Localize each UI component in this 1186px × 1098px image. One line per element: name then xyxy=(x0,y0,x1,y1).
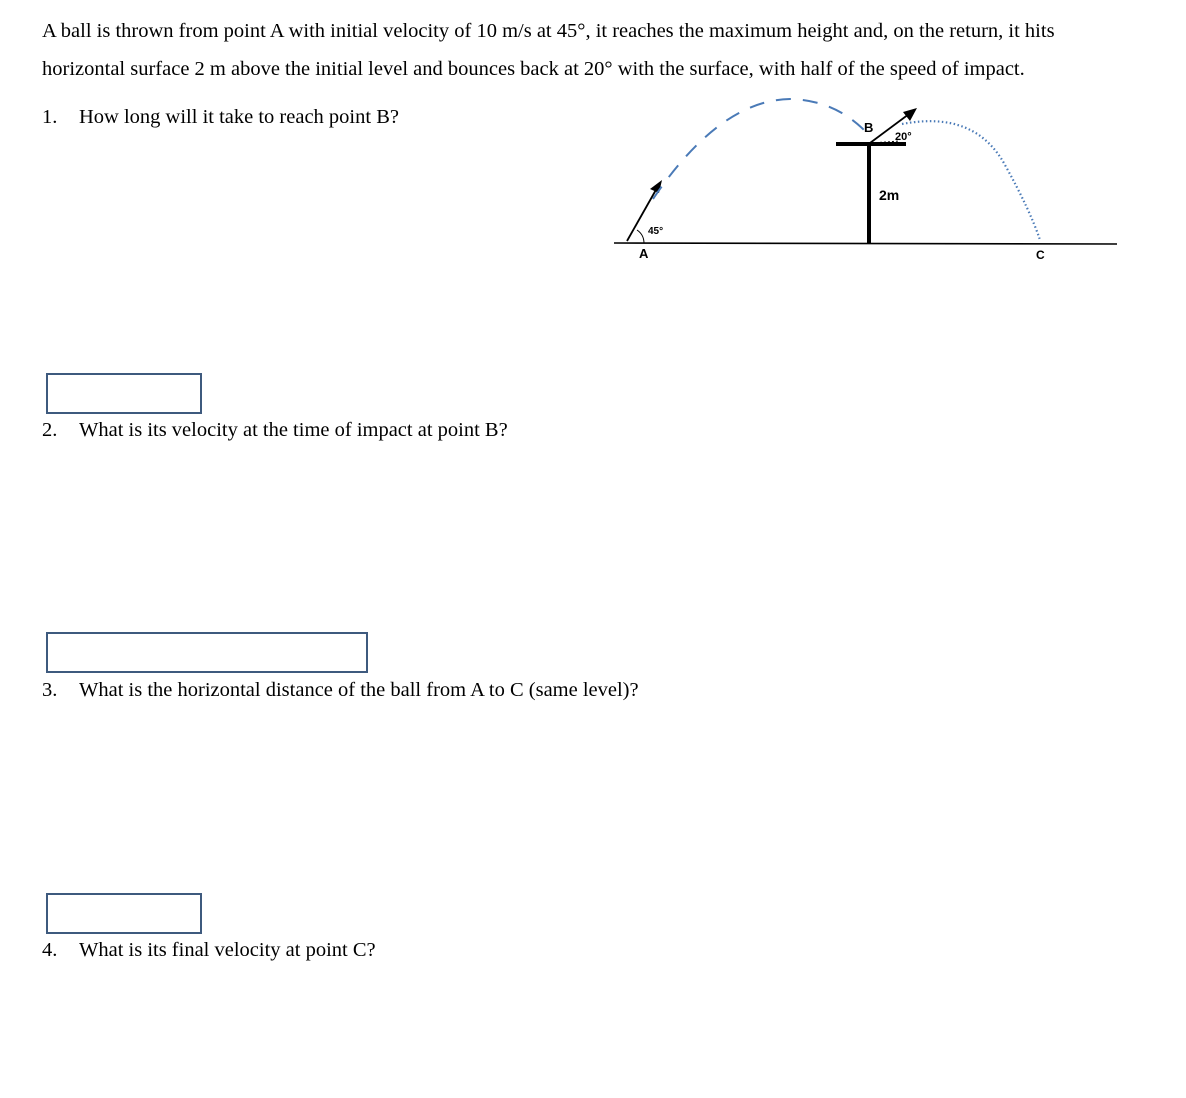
launch-angle-arc xyxy=(637,230,644,243)
question-text: What is its final velocity at point C? xyxy=(79,939,376,961)
trajectory-b-to-c xyxy=(902,121,1040,240)
problem-statement-line-1: A ball is thrown from point A with initial velocity of 10 m/s at 45°, it reaches the maximum height and, on the return, it hits xyxy=(42,20,1055,42)
answer-box-2[interactable] xyxy=(46,632,368,673)
question-number: 4. xyxy=(42,939,58,961)
question-2 xyxy=(42,419,508,442)
question-number: 2. xyxy=(42,419,58,441)
answer-box-1[interactable] xyxy=(46,373,202,414)
trajectory-a-to-b xyxy=(653,99,866,199)
point-b-label: B xyxy=(864,120,874,135)
question-number: 1. xyxy=(42,106,58,128)
problem-statement-line-2: horizontal surface 2 m above the initial level and bounces back at 20° with the surface, with half of the speed of impact. xyxy=(42,58,1025,80)
question-4 xyxy=(42,939,376,962)
bounce-arrowhead xyxy=(903,108,917,121)
question-3 xyxy=(42,679,639,702)
projectile-diagram xyxy=(0,0,1186,300)
question-text: What is its velocity at the time of impact at point B? xyxy=(79,419,508,441)
answer-box-3[interactable] xyxy=(46,893,202,934)
question-text: How long will it take to reach point B? xyxy=(79,106,399,128)
launch-arrowhead xyxy=(650,180,662,193)
height-label: 2m xyxy=(879,187,900,203)
point-a-label: A xyxy=(639,246,649,261)
question-text: What is the horizontal distance of the ball from A to C (same level)? xyxy=(79,679,639,701)
bounce-angle-label: 20° xyxy=(895,131,912,143)
ground-line xyxy=(614,243,1117,244)
launch-angle-label: 45° xyxy=(648,226,664,237)
point-c-label: C xyxy=(1036,248,1045,262)
question-number: 3. xyxy=(42,679,58,701)
